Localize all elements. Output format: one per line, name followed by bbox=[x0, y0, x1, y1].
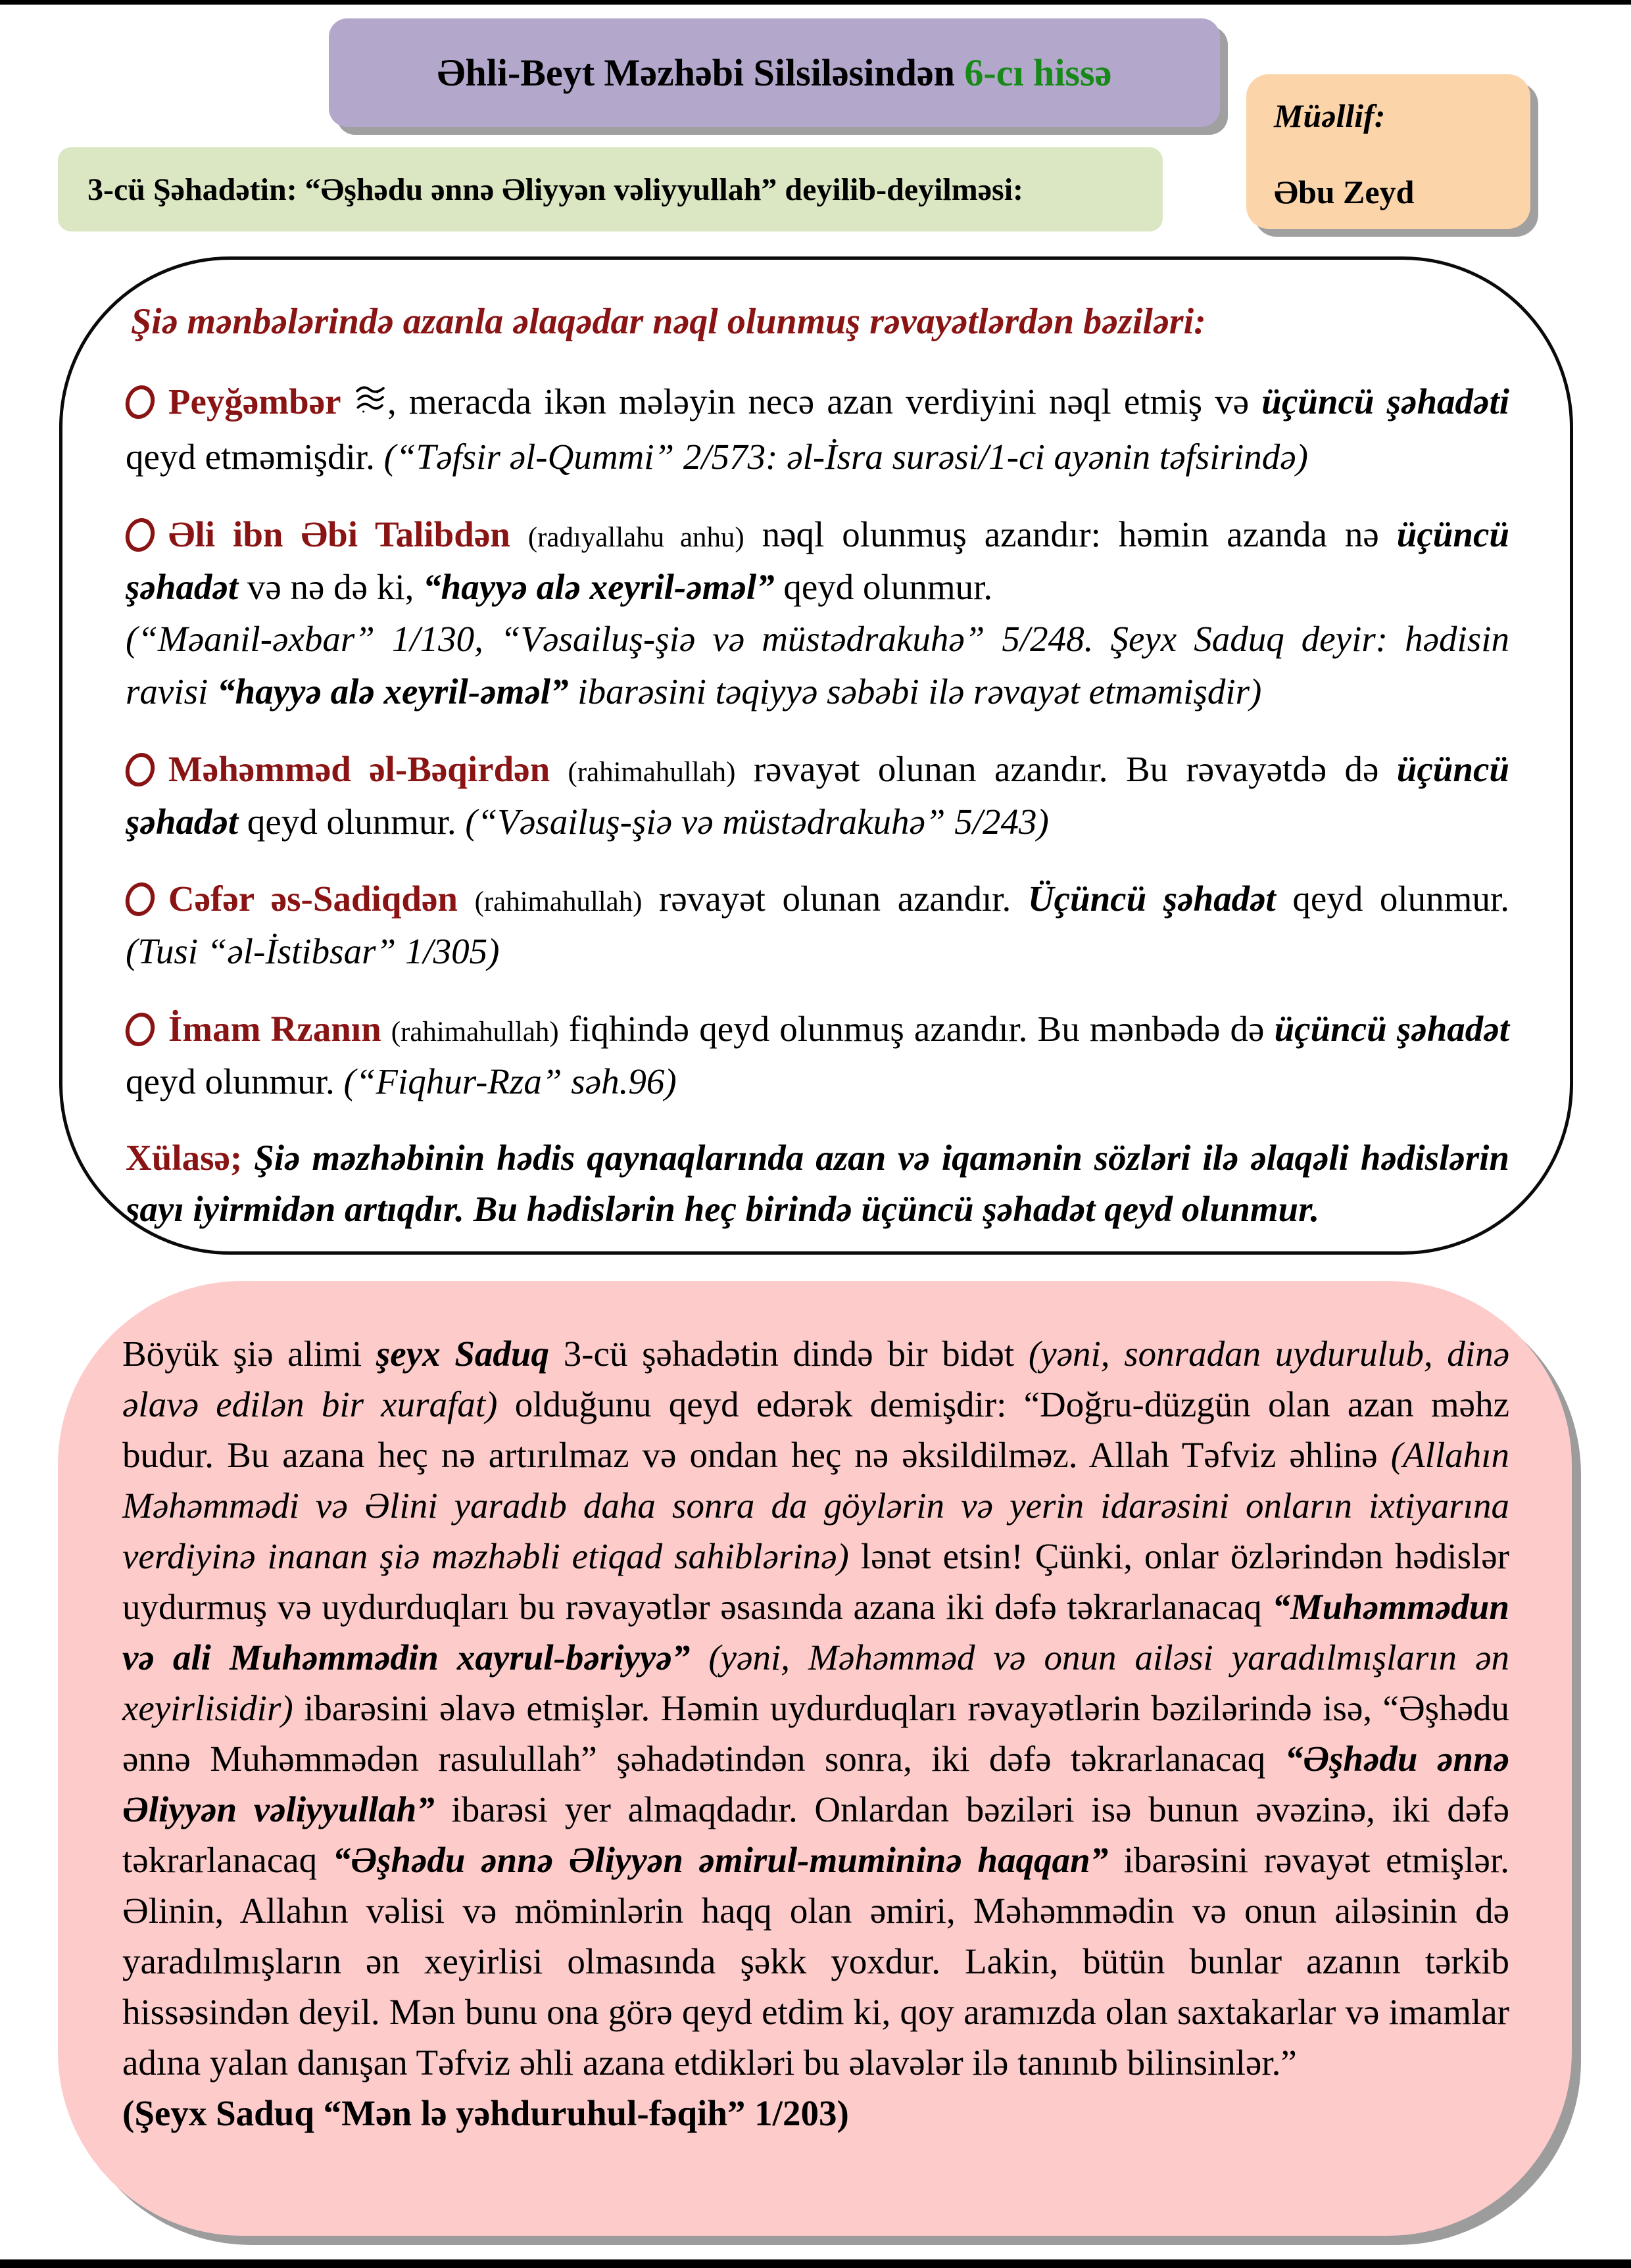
hadith-item-ali bbox=[126, 508, 1509, 718]
bullet-circle-icon bbox=[124, 518, 156, 552]
author-box bbox=[1246, 74, 1530, 229]
saduq-quote-paragraph: Böyük şiə alimi şeyx Saduq 3-cü şəhadətin dində bir bidət (yəni, sonradan uydurulub, dinə əlavə edilən bir xurafat) olduğunu qeyd edərək demişdir: “Doğru-düzgün olan azan məhz budur. Bu azana heç nə artırılmaz və ondan heç nə əksildilməz. Allah Təfviz əhlinə (Allahın Məhəmmədi və Əlini yaradıb daha sonra da göylərin və yerin idarəsini onların ixtiyarına verdiyinə inanan şiə məzhəbli etiqad sahiblərinə) lənət etsin! Çünki, onlar özlərindən hədislər uydurmuş və uydurduqları bu rəvayətlər əsasında azana iki dəfə təkrarlanacaq “Muhəmmədun və ali Muhəmmədin xayrul-bəriyyə” (yəni, Məhəmməd və onun ailəsi yaradılmışların ən xeyirlisidir) ibarəsini əlavə etmişlər. Həmin uydurduqları rəvayətlərin bəzilərində isə, “Əşhədu ənnə Muhəmmədən rasulullah” şəhadətindən sonra, iki dəfə təkrarlanacaq “Əşhədu ənnə Əliyyən vəliyyullah” ibarəsi yer almaqdadır. Onlardan bəziləri isə bunun əvəzinə, iki dəfə təkrarlanacaq “Əşhədu ənnə Əliyyən əmirul-mumininə haqqan” ibarəsini rəvayət etmişlər. Əlinin, Allahın vəlisi və möminlərin haqq olan əmiri, Məhəmmədin və onun ailəsinin də yaradılmışların ən xeyirlisi olmasında şəkk yoxdur. Lakin, bütün bunlar azanın tərkib hissəsindən deyil. Mən bunu ona görə qeyd etdim ki, qoy aramızda olan saxtakarlar və imamlar adına yalan danışan Təfviz əhli azana etdikləri bu əlavələr ilə tanınıb bilinsinlər.” (Şeyx Saduq “Mən lə yəhduruhul-fəqih” 1/203) bbox=[122, 1334, 1509, 2133]
hadith-item-text: İmam Rzanın (rahimahullah) fiqhində qeyd olunmuş azandır. Bu mənbədə də üçüncü şəhadət qeyd olunmur. (“Fiqhur-Rza” səh.96) bbox=[126, 1008, 1510, 1101]
shia-sources-panel bbox=[59, 256, 1573, 1255]
bullet-circle-icon bbox=[124, 385, 156, 419]
hadith-item-text: Peyğəmbər , meracda ikən mələyin necə azan verdiyini nəql etmiş və üçüncü şəhadəti qeyd etməmişdir. (“Təfsir əl-Qummi” 2/573: əl-İsra surəsi/1-ci ayənin təfsirində) bbox=[126, 381, 1509, 477]
author-label: Müəllif: bbox=[1274, 97, 1386, 134]
subtitle-box bbox=[58, 147, 1163, 231]
hadith-item-sadiq bbox=[126, 873, 1509, 978]
page-title bbox=[437, 51, 1112, 95]
page-top-rule bbox=[0, 0, 1631, 5]
hadith-item-text: Əli ibn Əbi Talibdən (radıyallahu anhu) nəql olunmuş azandır: həmin azanda nə üçüncü şəhadət və nə də ki, “hayyə alə xeyril-əməl” qeyd olunmur. (“Məanil-əxbar” 1/130, “Vəsailuş-şiə və müstədrakuhə” 5/248. Şeyx Saduq deyir: hədisin ravisi “hayyə alə xeyril-əməl” ibarəsini təqiyyə səbəbi ilə rəvayət etməmişdir) bbox=[126, 514, 1509, 712]
saduq-quote-panel bbox=[58, 1281, 1572, 2236]
bullet-circle-icon bbox=[124, 753, 156, 786]
bullet-circle-icon bbox=[124, 1013, 156, 1046]
hadith-item-text: Cəfər əs-Sadiqdən (rahimahullah) rəvayət olunan azandır. Üçüncü şəhadət qeyd olunmur. (Tusi “əl-İstibsar” 1/305) bbox=[126, 879, 1509, 972]
bullet-circle-icon bbox=[124, 882, 156, 916]
page-title-main: Əhli-Beyt Məzhəbi Silsiləsindən bbox=[437, 51, 965, 94]
page-bottom-rule bbox=[0, 2259, 1631, 2268]
saw-calligraphy-icon bbox=[353, 378, 387, 431]
author-name: Əbu Zeyd bbox=[1274, 174, 1415, 210]
summary-paragraph: Xülasə; Şiə məzhəbinin hədis qaynaqlarında azan və iqamənin sözləri ilə əlaqəli hədislərin sayı iyirmidən artıqdır. Bu hədislərin heç birində üçüncü şəhadət qeyd olunmur. bbox=[126, 1138, 1509, 1230]
sources-heading: Şiə mənbələrində azanla əlaqədar nəql olunmuş rəvayətlərdən bəziləri: bbox=[131, 301, 1206, 342]
hadith-item-baqir bbox=[126, 743, 1509, 848]
hadith-item-text: Məhəmməd əl-Bəqirdən (rahimahullah) rəvayət olunan azandır. Bu rəvayətdə də üçüncü şəhadət qeyd olunmur. (“Vəsailuş-şiə və müstədrakuhə” 5/243) bbox=[126, 748, 1509, 842]
hadith-item-rza bbox=[126, 1003, 1509, 1108]
page-title-part-number: 6-cı hissə bbox=[964, 51, 1112, 94]
subtitle-text: 3-cü Şəhadətin: “Əşhədu ənnə Əliyyən vəliyyullah” deyilib-deyilməsi: bbox=[87, 172, 1024, 207]
hadith-item-prophet bbox=[126, 375, 1509, 483]
title-box bbox=[329, 18, 1220, 127]
